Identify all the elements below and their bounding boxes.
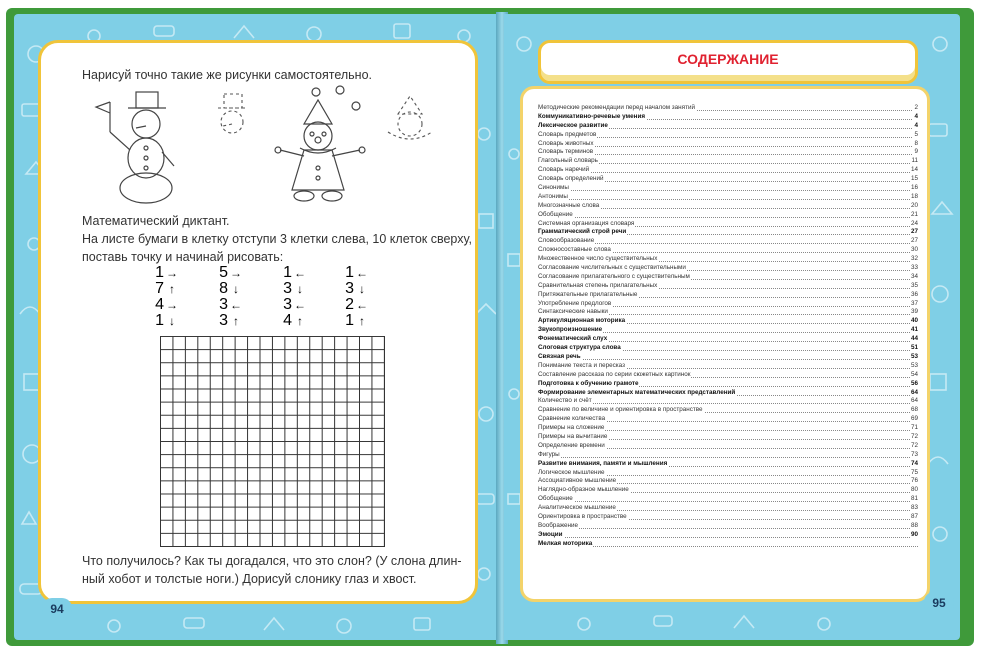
toc-entry-title: Словообразование <box>538 237 595 245</box>
toc-entry[interactable] <box>538 211 918 220</box>
toc-entry-title: Аналитическое мышление <box>538 504 616 512</box>
toc-entry[interactable] <box>538 255 918 264</box>
toc-entry-page: 88 <box>910 521 918 529</box>
toc-entry[interactable] <box>538 291 918 300</box>
step-arrow-icon: ← <box>230 298 242 312</box>
toc-entry-page: 71 <box>910 424 918 432</box>
toc-entry-page: 11 <box>911 157 918 165</box>
toc-entry[interactable] <box>538 451 918 460</box>
toc-entry-page: 4 <box>914 112 918 120</box>
toc-entry[interactable] <box>538 335 918 344</box>
step-count: 1 <box>155 264 164 281</box>
toc-entry-page: 90 <box>910 530 918 538</box>
toc-entry-page: 36 <box>910 290 918 298</box>
toc-entry-page: 34 <box>910 272 918 280</box>
toc-entry-title: Грамматический строй речи <box>538 228 627 236</box>
toc-entry-page: 24 <box>910 219 918 227</box>
toc-entry-title: Развитие внимания, памяти и мышления <box>538 459 668 467</box>
toc-entry-page: 9 <box>914 148 918 156</box>
toc-entry-title: Наглядно-образное мышление <box>538 486 629 494</box>
toc-entry-title: Подготовка к обучению грамоте <box>538 379 639 387</box>
toc-entry-page: 72 <box>910 432 918 440</box>
toc-entry-title: Сложносоставные слова <box>538 246 611 254</box>
toc-entry[interactable] <box>538 264 918 273</box>
toc-entry[interactable] <box>538 362 918 371</box>
step-count: 3 <box>219 312 228 329</box>
toc-entry[interactable] <box>538 424 918 433</box>
toc-leader-dots <box>538 501 918 502</box>
toc-entry-page: 64 <box>910 397 918 405</box>
toc-entry-title: Артикуляционная моторика <box>538 317 626 325</box>
toc-entry-title: Звукопроизношение <box>538 326 603 334</box>
toc-entry[interactable] <box>538 433 918 442</box>
toc-entry-page: 14 <box>910 166 918 174</box>
question-line-2: ный хобот и толстые ноги.) Дорисуй слонику глаз и хвост. <box>82 572 417 586</box>
step-count: 4 <box>155 296 164 313</box>
toc-entry[interactable] <box>538 477 918 486</box>
step-arrow-icon: ↑ <box>233 314 239 328</box>
toc-entry-title: Сравнение по величине и ориентировка в пространстве <box>538 406 703 414</box>
toc-entry[interactable] <box>538 486 918 495</box>
toc-entry-title: Множественное число существительных <box>538 255 658 263</box>
toc-entry[interactable] <box>538 140 918 149</box>
toc-entry[interactable] <box>538 344 918 353</box>
step-arrow-icon: ↓ <box>297 282 303 296</box>
toc-entry-page: 41 <box>910 326 918 334</box>
toc-entry-page: 33 <box>910 264 918 272</box>
toc-entry-page: 5 <box>914 130 918 138</box>
toc-entry-title: Глагольный словарь <box>538 157 598 165</box>
toc-entry-title: Связная речь <box>538 352 581 360</box>
toc-entry[interactable] <box>538 308 918 317</box>
toc-entry-title: Коммуникативно-речевые умения <box>538 112 646 120</box>
drawing-instruction: Нарисуй точно такие же рисунки самостоятельно. <box>82 68 372 82</box>
toc-entry-title: Обобщение <box>538 495 573 503</box>
dictation-step <box>216 312 250 330</box>
toc-entry-page: 68 <box>910 406 918 414</box>
toc-entry-title: Определение времени <box>538 441 605 449</box>
toc-entry[interactable] <box>538 469 918 478</box>
toc-entry[interactable] <box>538 122 918 131</box>
toc-entry[interactable] <box>538 415 918 424</box>
drawing-grid[interactable] <box>160 336 385 547</box>
dictation-title: Математический диктант. <box>82 214 230 228</box>
toc-entry-page: 15 <box>910 175 918 183</box>
toc-entry[interactable] <box>538 504 918 513</box>
page-number-right: 95 <box>924 592 954 614</box>
toc-entry-page: 8 <box>914 139 918 147</box>
toc-entry-title: Эмоции <box>538 530 563 538</box>
toc-entry-title: Словарь определений <box>538 175 604 183</box>
step-count: 1 <box>345 312 354 329</box>
toc-leader-dots <box>538 190 918 191</box>
toc-leader-dots <box>538 403 918 404</box>
toc-entry-page: 20 <box>910 201 918 209</box>
toc-entry-title: Словарь предметов <box>538 130 597 138</box>
toc-entry[interactable] <box>538 460 918 469</box>
toc-entry-page: 18 <box>910 192 918 200</box>
toc-entry[interactable] <box>538 148 918 157</box>
step-count: 3 <box>219 296 228 313</box>
toc-entry-title: Словарь наречий <box>538 166 590 174</box>
toc-entry-page: 81 <box>910 495 918 503</box>
step-count: 4 <box>283 312 292 329</box>
toc-entry[interactable] <box>538 495 918 504</box>
toc-leader-dots <box>538 243 918 244</box>
toc-leader-dots <box>538 359 918 360</box>
toc-entry-page: 53 <box>910 361 918 369</box>
step-count: 1 <box>155 312 164 329</box>
toc-entry-page: 27 <box>910 237 918 245</box>
toc-entry[interactable] <box>538 166 918 175</box>
toc-entry-title: Примеры на сложение <box>538 424 605 432</box>
toc-entry[interactable] <box>538 237 918 246</box>
toc-entry-page: 56 <box>910 379 918 387</box>
clown-picture <box>270 84 460 208</box>
toc-entry[interactable] <box>538 300 918 309</box>
toc-entry-page: 73 <box>910 450 918 458</box>
toc-entry[interactable] <box>538 531 918 540</box>
toc-entry-page: 21 <box>910 210 918 218</box>
toc-entry-page: 87 <box>910 512 918 520</box>
dictation-step <box>342 312 376 330</box>
toc-entry-title: Логическое мышление <box>538 468 605 476</box>
toc-entry[interactable] <box>538 317 918 326</box>
toc-entry-title: Формирование элементарных математических представлений <box>538 388 736 396</box>
step-count: 3 <box>283 296 292 313</box>
toc-entry-title: Синтаксические навыки <box>538 308 608 316</box>
toc-leader-dots <box>538 528 918 529</box>
toc-entry-page: 39 <box>910 308 918 316</box>
step-arrow-icon: ↓ <box>359 282 365 296</box>
toc-entry-title: Воображение <box>538 521 579 529</box>
toc-entry-title: Примеры на вычитание <box>538 432 608 440</box>
toc-entry-page: 76 <box>910 477 918 485</box>
toc-entry-title: Обобщение <box>538 210 573 218</box>
dictation-step <box>280 312 314 330</box>
step-count: 5 <box>219 264 228 281</box>
toc-entry-page: 16 <box>910 184 918 192</box>
toc-entry[interactable] <box>538 442 918 451</box>
toc-entry[interactable] <box>538 175 918 184</box>
toc-entry[interactable] <box>538 113 918 122</box>
toc-entry-title: Методические рекомендации перед началом занятий <box>538 104 695 111</box>
toc-leader-dots <box>538 546 918 547</box>
toc-entry[interactable] <box>538 273 918 282</box>
toc-entry[interactable] <box>538 193 918 202</box>
step-count: 1 <box>283 264 292 281</box>
step-arrow-icon: ↓ <box>233 282 239 296</box>
toc-entry[interactable] <box>538 380 918 389</box>
question-line-1: Что получилось? Как ты догадался, что это слон? (У слона длин- <box>82 554 462 568</box>
toc-entry[interactable] <box>538 228 918 237</box>
toc-entry-page: 83 <box>910 504 918 512</box>
dictation-line-1: На листе бумаги в клетку отступи 3 клетки слева, 10 клеток сверху, <box>82 232 472 246</box>
toc-entry[interactable] <box>538 326 918 335</box>
toc-entry-title: Составление рассказа по серии сюжетных картинок <box>538 370 691 378</box>
toc-entry[interactable] <box>538 131 918 140</box>
toc-entry-title: Согласование числительных с существительными <box>538 264 686 272</box>
toc-leader-dots <box>538 217 918 218</box>
toc-entry-title: Сравнительная степень прилагательных <box>538 281 658 289</box>
toc-entry[interactable] <box>538 540 918 549</box>
toc-entry-title: Антонимы <box>538 192 568 200</box>
step-arrow-icon: ← <box>356 298 368 312</box>
toc-entry-title: Притяжательные прилагательные <box>538 290 638 298</box>
toc-entry-page: 53 <box>910 352 918 360</box>
toc-entry[interactable] <box>538 406 918 415</box>
toc-entry-title: Синонимы <box>538 184 569 192</box>
toc-entry-page: 40 <box>910 317 918 325</box>
table-of-contents <box>538 104 918 549</box>
toc-entry[interactable] <box>538 220 918 229</box>
toc-entry-page: 51 <box>910 344 918 352</box>
toc-entry-title: Ориентировка в пространстве <box>538 512 627 520</box>
toc-entry-title: Многозначные слова <box>538 201 600 209</box>
toc-leader-dots <box>538 537 918 538</box>
toc-entry[interactable] <box>538 282 918 291</box>
toc-entry-title: Понимание текста и пересказ <box>538 361 625 369</box>
toc-leader-dots <box>538 199 918 200</box>
step-arrow-icon: ↓ <box>169 314 175 328</box>
toc-entry-title: Согласование прилагательного с существительным <box>538 272 690 280</box>
step-arrow-icon: ↑ <box>359 314 365 328</box>
step-arrow-icon: ← <box>294 298 306 312</box>
step-count: 3 <box>283 280 292 297</box>
toc-entry[interactable] <box>538 371 918 380</box>
toc-entry-page: 69 <box>910 415 918 423</box>
toc-leader-dots <box>538 172 918 173</box>
step-count: 2 <box>345 296 354 313</box>
step-count: 3 <box>345 280 354 297</box>
toc-entry[interactable] <box>538 202 918 211</box>
step-arrow-icon: ↑ <box>169 282 175 296</box>
step-arrow-icon: → <box>166 298 178 312</box>
toc-leader-dots <box>538 457 918 458</box>
toc-entry-title: Словарь терминов <box>538 148 594 156</box>
toc-entry-page: 72 <box>910 441 918 449</box>
toc-entry-page: 80 <box>910 486 918 494</box>
toc-entry-page: 54 <box>910 370 918 378</box>
toc-entry[interactable] <box>538 157 918 166</box>
toc-entry-title: Фонематический слух <box>538 335 608 343</box>
toc-entry-page: 44 <box>910 335 918 343</box>
toc-entry[interactable] <box>538 246 918 255</box>
page-number-left: 94 <box>42 598 72 620</box>
toc-entry-page: 35 <box>910 281 918 289</box>
toc-leader-dots <box>538 146 918 147</box>
toc-entry-page: 75 <box>910 468 918 476</box>
step-arrow-icon: → <box>166 266 178 280</box>
toc-entry-page: 27 <box>910 228 918 236</box>
toc-entry-page: 74 <box>910 459 918 467</box>
toc-entry[interactable] <box>538 397 918 406</box>
toc-entry[interactable] <box>538 513 918 522</box>
toc-entry[interactable] <box>538 389 918 398</box>
toc-entry-page: 37 <box>910 299 918 307</box>
step-arrow-icon: → <box>230 266 242 280</box>
toc-entry-title: Слоговая структура слова <box>538 344 621 352</box>
toc-entry-page: 4 <box>914 121 918 129</box>
toc-leader-dots <box>538 154 918 155</box>
step-arrow-icon: ↑ <box>297 314 303 328</box>
toc-entry[interactable] <box>538 184 918 193</box>
toc-entry-title: Словарь животных <box>538 139 594 147</box>
toc-entry-page: 30 <box>910 246 918 254</box>
contents-title: СОДЕРЖАНИЕ <box>677 51 779 67</box>
toc-entry[interactable] <box>538 353 918 362</box>
dictation-line-2: поставь точку и начинай рисовать: <box>82 250 284 264</box>
snowman-picture <box>84 88 264 206</box>
toc-entry-title: Употребление предлогов <box>538 299 612 307</box>
contents-title-box <box>538 40 918 84</box>
toc-entry-title: Количество и счёт <box>538 397 592 405</box>
toc-entry-title: Лексическое развитие <box>538 121 608 129</box>
toc-entry-title: Мелкая моторика <box>538 539 593 547</box>
step-arrow-icon: ← <box>294 266 306 280</box>
toc-entry-title: Системная организация словаря <box>538 219 635 227</box>
toc-entry[interactable] <box>538 522 918 531</box>
toc-entry-title: Сравнение количества <box>538 415 606 423</box>
toc-entry-page: 32 <box>910 255 918 263</box>
toc-entry-title: Ассоциативное мышление <box>538 477 617 485</box>
toc-entry[interactable] <box>538 104 918 113</box>
dictation-step <box>152 312 186 330</box>
toc-entry-page: 64 <box>910 388 918 396</box>
step-count: 7 <box>155 280 164 297</box>
toc-entry-page: 2 <box>914 104 918 111</box>
step-arrow-icon: ← <box>356 266 368 280</box>
toc-entry-title: Фигуры <box>538 450 560 458</box>
step-count: 1 <box>345 264 354 281</box>
step-count: 8 <box>219 280 228 297</box>
